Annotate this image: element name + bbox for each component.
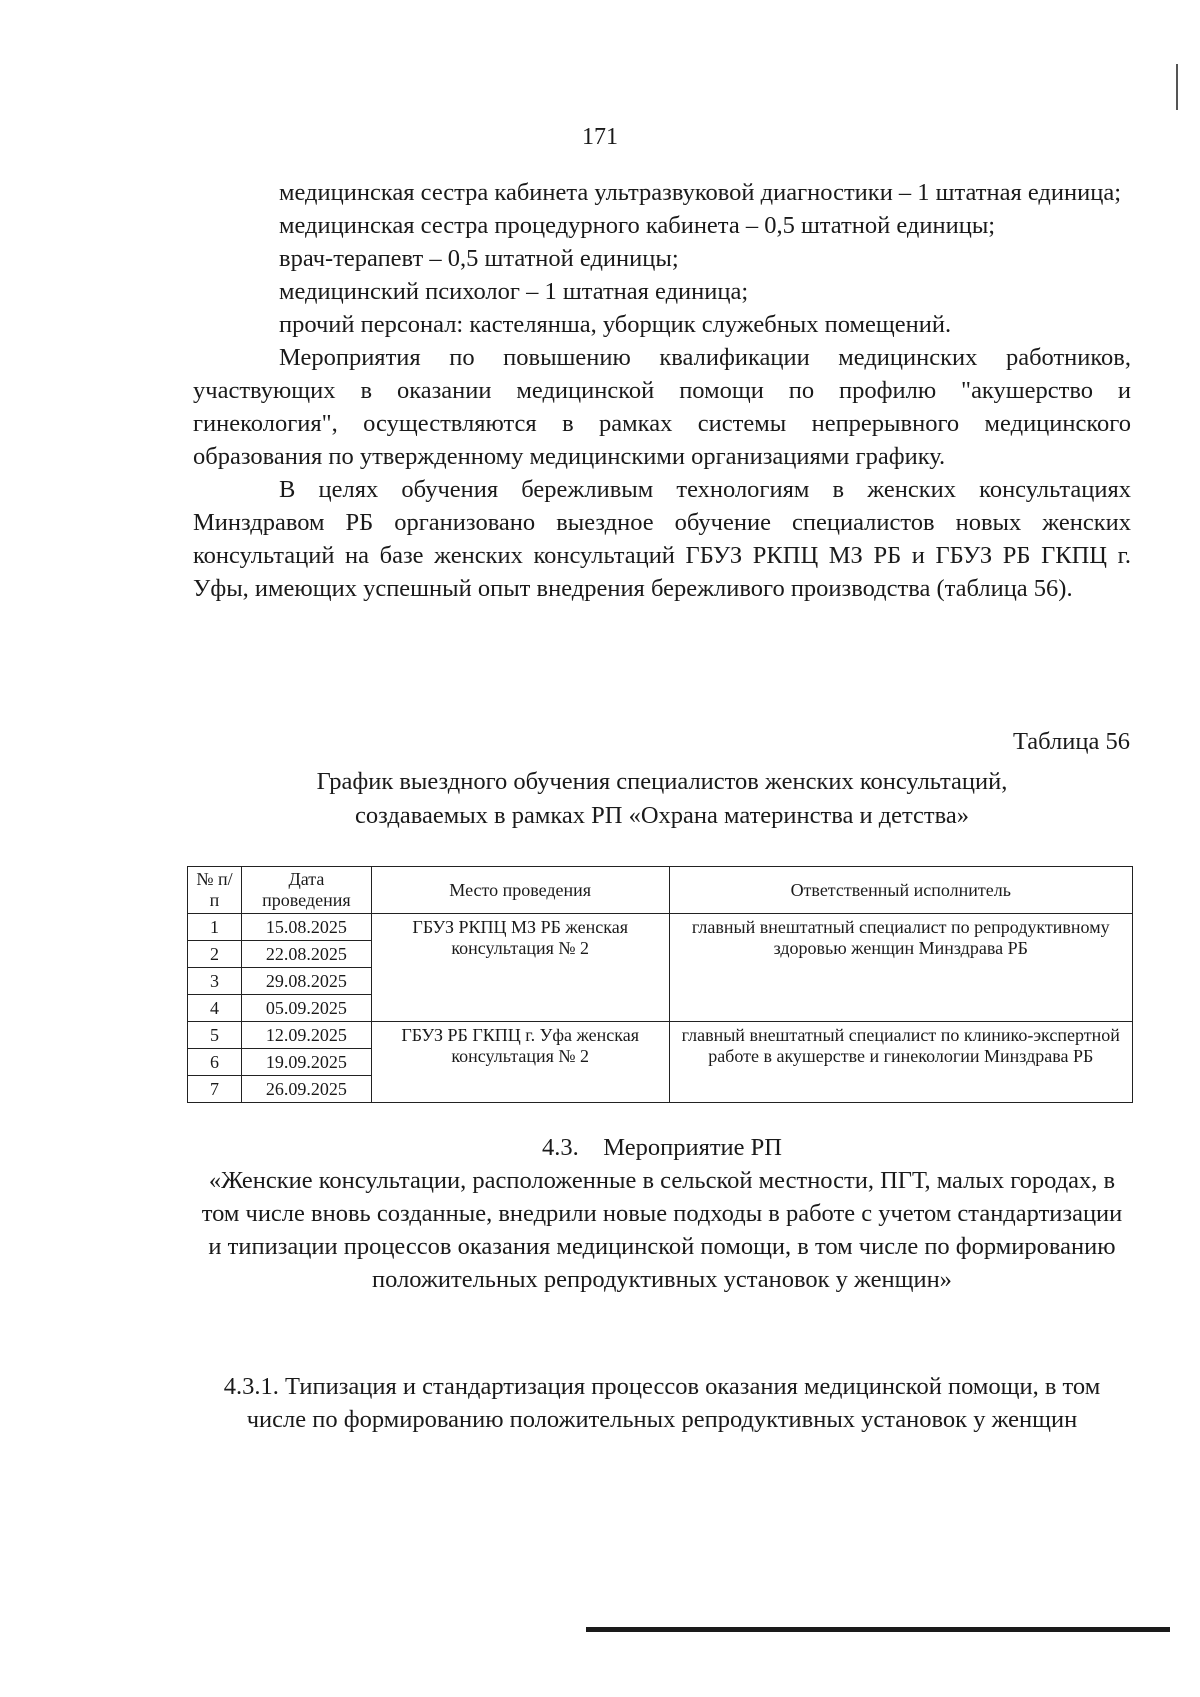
section-4-3-1-heading: 4.3.1. Типизация и стандартизация процессов оказания медицинской помощи, в том числе по формированию положительных репродуктивных установок у женщин	[223, 1373, 1101, 1433]
header-date: Дата проведения	[241, 867, 371, 914]
table-title-line-2: создаваемых в рамках РП «Охрана материнства и детства»	[355, 802, 969, 829]
paragraph-lean-training: В целях обучения бережливым технологиям в женских консультациях Минздравом РБ организовано выездное обучение специалистов новых женских консультаций на базе женских консультаций ГБУЗ РКПЦ МЗ РБ и ГБУЗ РБ ГКПЦ г. Уфы, имеющих успешный опыт внедрения бережливого производства (таблица 56).	[193, 476, 1131, 602]
paragraph-staff-ultrasound-nurse: медицинская сестра кабинета ультразвуковой диагностики – 1 штатная единица;	[279, 179, 1122, 206]
paragraph-staff-therapist: врач-терапевт – 0,5 штатной единицы;	[279, 245, 679, 272]
cell-date: 12.09.2025	[241, 1022, 371, 1049]
header-place: Место проведения	[371, 867, 669, 914]
cell-date: 05.09.2025	[241, 995, 371, 1022]
section-4-3-body: «Женские консультации, расположенные в сельской местности, ПГТ, малых городах, в том числе вновь созданные, внедрили новые подходы в работе с учетом стандартизации и типизации процессов оказания медицинской помощи, в том числе по формированию положительных репродуктивных установок у женщин»	[201, 1167, 1123, 1293]
cell-place: ГБУЗ РБ ГКПЦ г. Уфа женская консультация № 2	[371, 1022, 669, 1103]
table-title	[193, 765, 1131, 833]
paragraph-staff-psychologist: медицинский психолог – 1 штатная единица;	[279, 278, 749, 305]
table-header-row	[188, 867, 1133, 914]
section-4-3-heading: 4.3. Мероприятие РП	[542, 1134, 782, 1161]
footer-rule	[586, 1627, 1170, 1632]
paragraph-staff-procedure-nurse: медицинская сестра процедурного кабинета – 0,5 штатной единицы;	[279, 212, 996, 239]
table-row	[188, 914, 1133, 941]
cell-num: 6	[188, 1049, 242, 1076]
scan-margin-mark	[1176, 64, 1178, 110]
body-text	[193, 176, 1131, 605]
paragraph-staff-other: прочий персонал: кастелянша, уборщик служебных помещений.	[279, 311, 952, 338]
header-num: № п/п	[188, 867, 242, 914]
cell-date: 15.08.2025	[241, 914, 371, 941]
table-label: Таблица 56	[1012, 728, 1130, 755]
section-4-3-1	[193, 1370, 1131, 1436]
cell-num: 3	[188, 968, 242, 995]
cell-num: 5	[188, 1022, 242, 1049]
cell-responsible: главный внештатный специалист по репродуктивному здоровью женщин Минздрава РБ	[669, 914, 1132, 1022]
page-number: 171	[582, 124, 618, 150]
header-responsible: Ответственный исполнитель	[669, 867, 1132, 914]
cell-responsible: главный внештатный специалист по клинико-экспертной работе в акушерстве и гинекологии Минздрава РБ	[669, 1022, 1132, 1103]
cell-num: 7	[188, 1076, 242, 1103]
cell-num: 2	[188, 941, 242, 968]
cell-date: 22.08.2025	[241, 941, 371, 968]
cell-num: 4	[188, 995, 242, 1022]
table-title-line-1: График выездного обучения специалистов женских консультаций,	[316, 768, 1008, 795]
table-row	[188, 1022, 1133, 1049]
paragraph-qualification: Мероприятия по повышению квалификации медицинских работников, участвующих в оказании медицинской помощи по профилю "акушерство и гинекология", осуществляются в рамках системы непрерывного медицинского образования по утвержденному медицинскими организациями графику.	[193, 344, 1131, 470]
cell-date: 26.09.2025	[241, 1076, 371, 1103]
cell-place: ГБУЗ РКПЦ МЗ РБ женская консультация № 2	[371, 914, 669, 1022]
cell-date: 29.08.2025	[241, 968, 371, 995]
cell-num: 1	[188, 914, 242, 941]
section-4-3	[193, 1131, 1131, 1296]
training-schedule-table	[187, 866, 1133, 1103]
cell-date: 19.09.2025	[241, 1049, 371, 1076]
